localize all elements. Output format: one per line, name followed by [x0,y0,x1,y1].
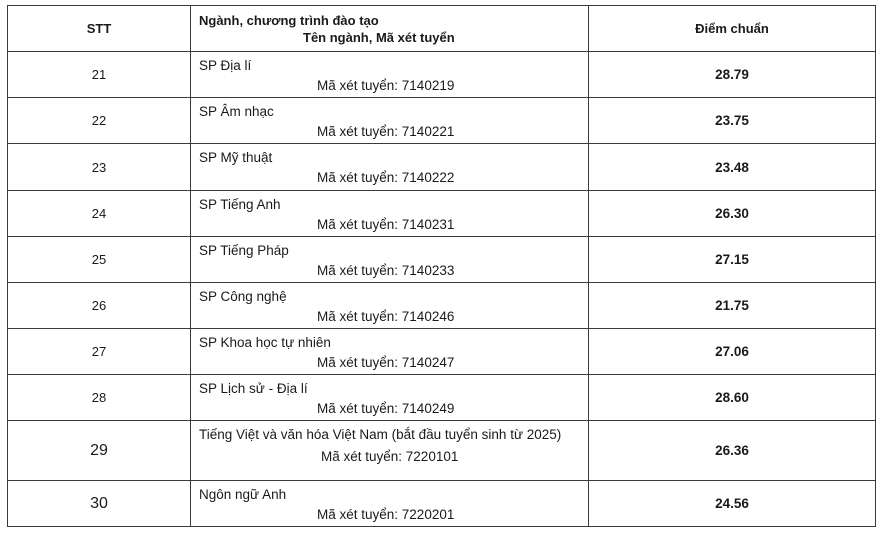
program-name: SP Lịch sử - Địa lí [199,381,308,396]
row-program [191,98,589,144]
row-stt: 25 [8,237,191,283]
program-name: Tiếng Việt và văn hóa Việt Nam (bắt đầu tuyển sinh từ 2025) [199,427,562,442]
table-row [8,191,876,237]
row-program [191,375,589,421]
header-program [191,6,589,52]
row-stt: 27 [8,329,191,375]
row-stt: 22 [8,98,191,144]
table-row [8,329,876,375]
program-name: Ngôn ngữ Anh [199,487,287,502]
row-stt: 24 [8,191,191,237]
row-program [191,329,589,375]
row-score: 26.30 [589,191,876,237]
header-score: Điểm chuẩn [589,6,876,52]
table-row [8,375,876,421]
row-stt: 23 [8,144,191,191]
row-stt: 21 [8,52,191,98]
program-name: SP Địa lí [199,58,252,73]
row-score: 23.75 [589,98,876,144]
program-code: Mã xét tuyển: 7140222 [317,170,455,185]
program-code: Mã xét tuyển: 7140221 [317,124,455,139]
row-program [191,191,589,237]
program-code: Mã xét tuyển: 7220201 [317,507,455,522]
program-code: Mã xét tuyển: 7140233 [317,263,455,278]
row-stt: 26 [8,283,191,329]
header-program-line2: Tên ngành, Mã xét tuyển [303,29,455,45]
program-name: SP Tiếng Pháp [199,243,289,258]
row-program [191,481,589,527]
row-score: 26.36 [589,421,876,481]
program-code: Mã xét tuyển: 7140219 [317,78,455,93]
program-code: Mã xét tuyển: 7140231 [317,217,455,232]
row-score: 28.79 [589,52,876,98]
program-name: SP Khoa học tự nhiên [199,335,331,350]
table-row [8,144,876,191]
row-score: 28.60 [589,375,876,421]
program-name: SP Âm nhạc [199,104,274,119]
program-code: Mã xét tuyển: 7140249 [317,401,455,416]
table-row [8,481,876,527]
program-name: SP Tiếng Anh [199,197,281,212]
table-row [8,421,876,481]
row-stt: 28 [8,375,191,421]
row-score: 24.56 [589,481,876,527]
row-program [191,283,589,329]
header-program-line1: Ngành, chương trình đào tạo [199,12,379,28]
row-score: 27.06 [589,329,876,375]
program-code: Mã xét tuyển: 7140247 [317,355,455,370]
table-header-row [8,6,876,52]
row-program [191,237,589,283]
admission-score-table [7,5,876,527]
row-program [191,421,589,481]
table-row [8,283,876,329]
row-score: 27.15 [589,237,876,283]
table-row [8,52,876,98]
row-program [191,52,589,98]
table-row [8,98,876,144]
row-score: 21.75 [589,283,876,329]
header-stt: STT [8,6,191,52]
row-stt: 29 [8,421,191,481]
program-name: SP Công nghệ [199,289,287,304]
admission-score-table-container [7,5,875,527]
table-row [8,237,876,283]
row-stt: 30 [8,481,191,527]
program-code: Mã xét tuyển: 7140246 [317,309,455,324]
row-score: 23.48 [589,144,876,191]
row-program [191,144,589,191]
program-name: SP Mỹ thuật [199,150,273,165]
program-code: Mã xét tuyển: 7220101 [321,449,459,464]
